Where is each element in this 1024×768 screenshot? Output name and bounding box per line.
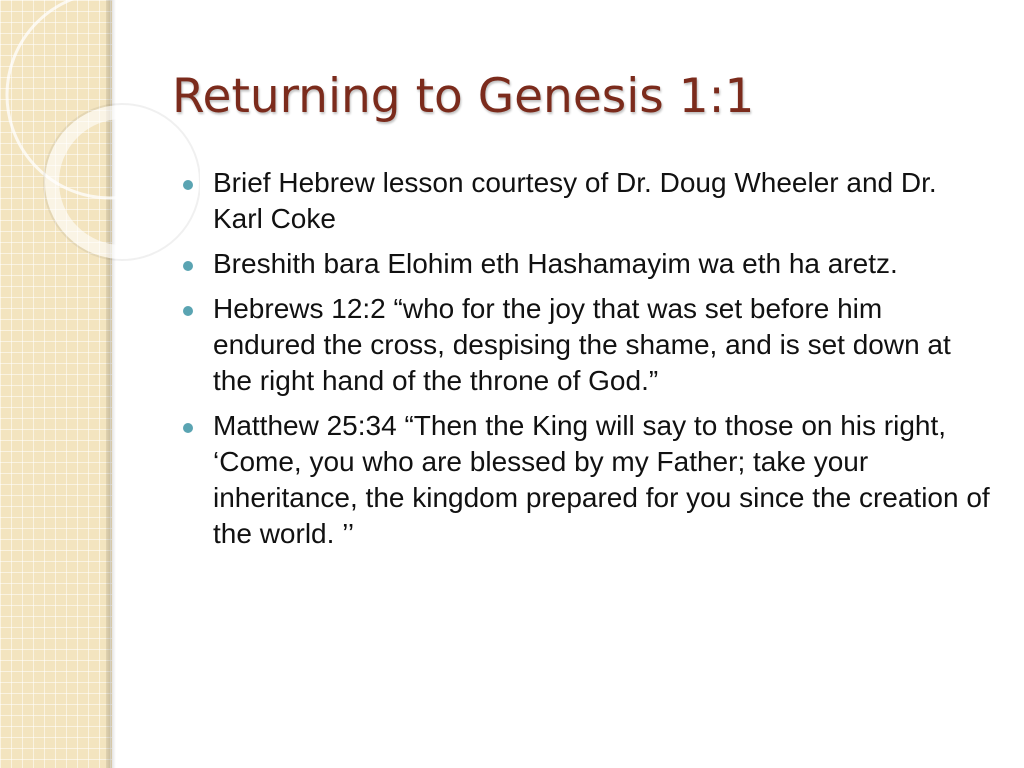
- bullet-dot-icon: [183, 423, 193, 433]
- bullet-list: [182, 165, 992, 561]
- slide-title: Returning to Genesis 1:1: [172, 69, 755, 124]
- decorative-circle-inner: [52, 112, 192, 252]
- decorative-circles: [0, 0, 200, 300]
- bullet-dot-icon: [183, 180, 193, 190]
- bullet-dot-icon: [183, 261, 193, 271]
- bullet-text: Matthew 25:34 “Then the King will say to those on his right, ‘Come, you who are blessed by my Father; take your inheritance, the kingdom prepared for you since the creation of the world. ’’: [213, 410, 990, 549]
- bullet-text: Hebrews 12:2 “who for the joy that was set before him endured the cross, despising the shame, and is set down at the right hand of the throne of God.”: [213, 293, 951, 396]
- bullet-text: Brief Hebrew lesson courtesy of Dr. Doug Wheeler and Dr. Karl Coke: [213, 167, 937, 234]
- bullet-dot-icon: [183, 306, 193, 316]
- bullet-item: [182, 165, 992, 237]
- bullet-item: [182, 408, 992, 552]
- bullet-text: Breshith bara Elohim eth Hashamayim wa eth ha aretz.: [213, 248, 898, 279]
- bullet-item: [182, 291, 992, 399]
- bullet-item: [182, 246, 992, 282]
